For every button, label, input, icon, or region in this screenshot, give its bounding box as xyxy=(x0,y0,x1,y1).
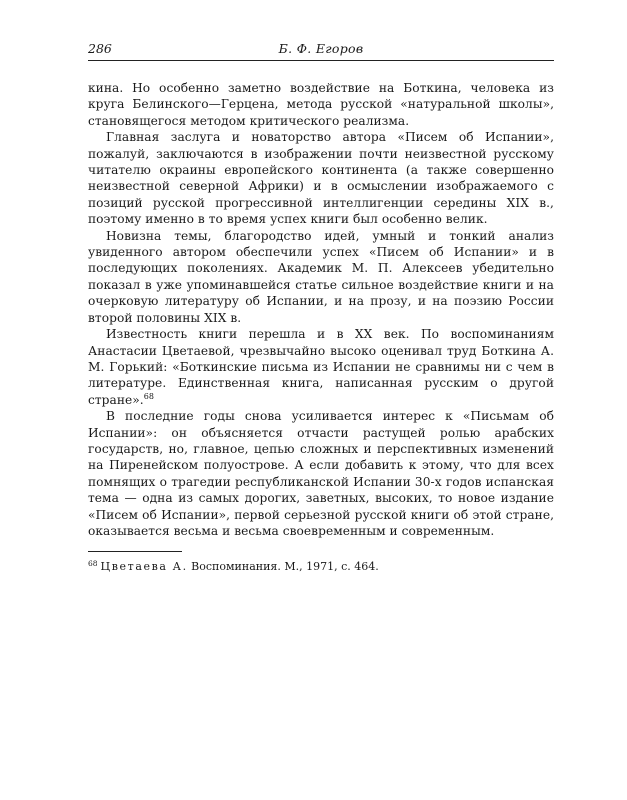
footnote-divider xyxy=(88,551,182,552)
paragraph-4 xyxy=(88,326,554,408)
page-header xyxy=(88,40,554,61)
page-number: 286 xyxy=(88,41,112,56)
paragraph-3: Новизна темы, благородство идей, умный и тонкий анализ увиденного автором обеспечили успех «Писем об Испании» и в последующих поколениях. Академик М. П. Алексеев убедительно показал в уже упоминавшейся статье сильное воздействие книги и на очерковую литературу об Испании, и на прозу, и на поэзию России второй половины XIX в. xyxy=(88,228,554,325)
footnote-citation: Воспоминания. М., 1971, с. 464. xyxy=(187,560,379,574)
footnote-author: Цветаева А. xyxy=(100,560,188,574)
paragraph-5: В последние годы снова усиливается интерес к «Письмам об Испании»: он объясняется отчасти растущей ролью арабских государств, но, главное, цепью сложных и перспективных изменений на Пиренейском полуострове. А если добавить к этому, что для всех помнящих о трагедии республиканской Испании 30-х годов испанская тема — одна из самых дорогих, заветных, высоких, то новое издание «Писем об Испании», первой серьезной русской книги об этой стране, оказывается весьма и весьма своевременным и современным. xyxy=(88,409,554,538)
body-text xyxy=(88,80,554,539)
book-page xyxy=(88,40,554,574)
footnote xyxy=(88,560,554,574)
paragraph-1: кина. Но особенно заметно воздействие на Боткина, человека из круга Белинского—Герцена, метода русской «натуральной школы», становящегося методом критического реализма. xyxy=(88,81,554,128)
paragraph-2: Главная заслуга и новаторство автора «Писем об Испании», пожалуй, заключаются в изображении почти неизвестной русскому читателю окраины европейского континента (а также совершенно неизвестной северной Африки) и в осмыслении изображаемого с позиций русской прогрессивной интеллигенции середины XIX в., поэтому именно в то время успех книги был особенно велик. xyxy=(88,130,554,227)
paragraph-4-text: Известность книги перешла и в XX век. По воспоминаниям Анастасии Цветаевой, чрезвычайно высоко оценивал труд Боткина А. М. Горький: «Боткинские письма из Испании не сравнимы ни с чем в литературе. Единственная книга, написанная русским о другой стране». xyxy=(88,327,554,407)
footnote-reference: 68 xyxy=(143,391,154,401)
footnote-mark: 68 xyxy=(88,558,98,568)
running-title: Б. Ф. Егоров xyxy=(278,41,364,56)
